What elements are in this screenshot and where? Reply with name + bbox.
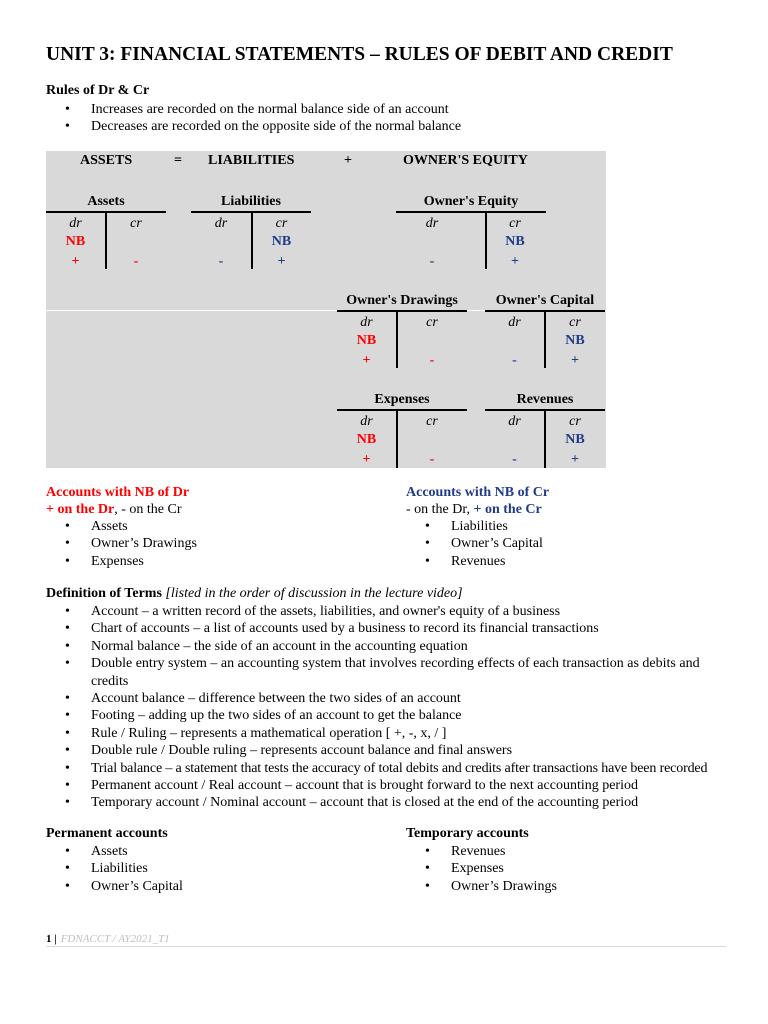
equation-equals: = <box>174 153 182 168</box>
nb-dr-rule-a: + on the Dr <box>46 502 115 517</box>
normal-balance: NB <box>356 432 377 447</box>
dr-label: dr <box>508 315 521 330</box>
nb-cr-list <box>406 518 543 570</box>
t-account-rule <box>396 211 546 213</box>
definitions-list <box>46 603 726 812</box>
list-item: • Assets <box>46 518 197 535</box>
t-account-title: Owner's Drawings <box>346 293 458 308</box>
list-item: • Revenues <box>406 843 557 860</box>
dr-sign: + <box>362 353 371 368</box>
rules-heading: Rules of Dr & Cr <box>46 83 150 98</box>
dr-label: dr <box>214 216 228 231</box>
list-item: • Increases are recorded on the normal balance side of an account <box>46 101 461 118</box>
page-footer <box>46 933 170 945</box>
t-account-title: Expenses <box>374 392 430 407</box>
normal-balance: NB <box>65 234 86 249</box>
equation-assets: ASSETS <box>80 153 133 168</box>
cr-label: cr <box>509 216 521 231</box>
page-title: UNIT 3: FINANCIAL STATEMENTS – RULES OF DEBIT AND CREDIT <box>46 44 673 65</box>
dr-sign: - <box>512 353 517 368</box>
list-item: • Account – a written record of the assets, liabilities, and owner's equity of a business <box>46 603 726 620</box>
list-item: • Account balance – difference between the two sides of an account <box>46 690 726 707</box>
dr-label: dr <box>69 216 82 231</box>
cr-label: cr <box>426 414 438 429</box>
cr-sign: + <box>511 254 519 269</box>
normal-balance: NB <box>565 333 585 348</box>
t-account-rule <box>337 409 467 411</box>
nb-dr-rule <box>46 502 182 518</box>
equation-plus: + <box>344 153 352 168</box>
t-account-title: Revenues <box>516 392 574 407</box>
nb-dr-rule-b: , - on the Cr <box>114 502 182 517</box>
t-account-title: Owner's Equity <box>423 194 519 209</box>
dr-sign: - <box>512 452 517 467</box>
list-item: • Decreases are recorded on the opposite side of the normal balance <box>46 118 461 135</box>
permanent-heading: Permanent accounts <box>46 826 168 841</box>
cr-sign: - <box>429 353 435 368</box>
list-item: • Footing – adding up the two sides of an account to get the balance <box>46 707 726 724</box>
list-item: • Liabilities <box>406 518 543 535</box>
list-item: • Assets <box>46 843 183 860</box>
permanent-list <box>46 843 183 895</box>
list-item: • Revenues <box>406 553 543 570</box>
temporary-heading: Temporary accounts <box>406 826 529 841</box>
list-item: • Permanent account / Real account – account that is brought forward to the next accounting period <box>46 777 726 794</box>
definitions-title: Definition of Terms <box>46 586 162 601</box>
normal-balance: NB <box>505 234 525 249</box>
page-number: 1 | <box>46 933 57 945</box>
dr-sign: - <box>429 254 435 269</box>
dr-label: dr <box>508 414 521 429</box>
list-item: • Owner’s Drawings <box>46 535 197 552</box>
dr-label: dr <box>360 414 373 429</box>
list-item: • Trial balance – a statement that tests the accuracy of total debits and credits after transactions have been recorded <box>46 760 726 777</box>
cr-label: cr <box>569 414 581 429</box>
list-item: • Owner’s Capital <box>406 535 543 552</box>
list-item: • Owner’s Capital <box>46 878 183 895</box>
cr-sign: + <box>277 254 286 269</box>
cr-label: cr <box>569 315 581 330</box>
nb-dr-list <box>46 518 197 570</box>
cr-sign: - <box>429 452 435 467</box>
list-item: • Chart of accounts – a list of accounts used by a business to record its financial transactions <box>46 620 726 637</box>
dr-sign: - <box>218 254 224 269</box>
normal-balance: NB <box>565 432 585 447</box>
cr-sign: + <box>571 452 579 467</box>
equation-liabilities: LIABILITIES <box>208 153 295 168</box>
list-item: • Owner’s Drawings <box>406 878 557 895</box>
t-account-rule <box>337 310 467 312</box>
nb-cr-rule-a: - on the Dr, <box>406 502 474 517</box>
definitions-heading <box>46 586 463 602</box>
temporary-list <box>406 843 557 895</box>
dr-label: dr <box>360 315 373 330</box>
normal-balance: NB <box>356 333 377 348</box>
cr-sign: + <box>571 353 579 368</box>
nb-cr-rule-b: + on the Cr <box>473 502 542 517</box>
dr-sign: + <box>71 254 80 269</box>
cr-label: cr <box>130 216 142 231</box>
list-item: • Rule / Ruling – represents a mathematical operation [ +, -, x, / ] <box>46 725 726 742</box>
course-code: FDNACCT / AY2021_T1 <box>60 933 170 945</box>
equation-equity: OWNER'S EQUITY <box>403 153 528 168</box>
nb-cr-heading: Accounts with NB of Cr <box>406 485 550 500</box>
nb-dr-heading: Accounts with NB of Dr <box>46 485 190 500</box>
dr-sign: + <box>362 452 371 467</box>
cr-label: cr <box>426 315 438 330</box>
list-item: • Expenses <box>406 860 557 877</box>
footer-rule <box>46 946 726 947</box>
t-account-title: Owner's Capital <box>495 293 595 308</box>
definitions-note: [listed in the order of discussion in the lecture video] <box>165 586 463 601</box>
rules-list <box>46 101 461 136</box>
list-item: • Normal balance – the side of an account in the accounting equation <box>46 638 726 655</box>
normal-balance: NB <box>271 234 292 249</box>
cr-sign: - <box>133 254 139 269</box>
t-account-title: Liabilities <box>221 194 281 209</box>
list-item: • Double entry system – an accounting system that involves recording effects of each transaction as debits and credits <box>46 655 716 690</box>
list-item: • Liabilities <box>46 860 183 877</box>
nb-cr-rule <box>406 502 542 518</box>
list-item: • Expenses <box>46 553 197 570</box>
list-item: • Double rule / Double ruling – represents account balance and final answers <box>46 742 726 759</box>
list-item: • Temporary account / Nominal account – account that is closed at the end of the accounting period <box>46 794 726 811</box>
dr-label: dr <box>425 216 439 231</box>
cr-label: cr <box>275 216 288 231</box>
t-account-title: Assets <box>87 194 125 209</box>
